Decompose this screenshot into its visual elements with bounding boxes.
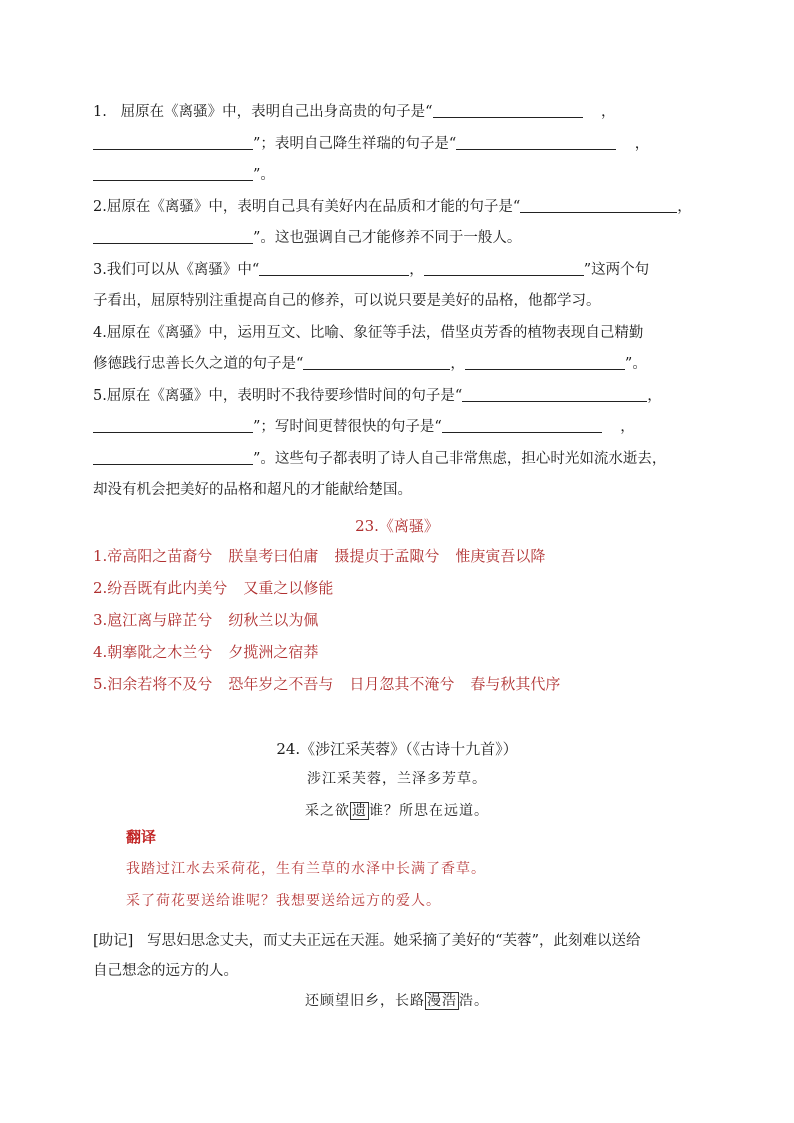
question-5-line-3: ”。这些句子都表明了诗人自己非常焦虑，担心时光如流水逝去， <box>93 447 708 479</box>
poem-line-2: 采之欲 遗 谁？所思在远道。 <box>305 803 489 819</box>
answer-blank[interactable] <box>93 416 253 433</box>
poem-heading: 24.《涉江采芙蓉》（《古诗十九首》） <box>276 740 518 758</box>
answer-blank[interactable] <box>520 196 677 213</box>
question-block <box>93 100 708 510</box>
answer-line-4: 4.朝搴阰之木兰兮 夕揽洲之宿莽 <box>93 643 319 661</box>
question-4-line-1: 4.屈原在《离骚》中，运用互文、比喻、象征等手法，借坚贞芳香的植物表现自己精勤 <box>93 324 644 341</box>
answer-blank[interactable] <box>93 164 253 181</box>
question-5-line-2: ”；写时间更替很快的句子是“ ， <box>93 415 708 447</box>
question-5-line-1: 5.屈原在《离骚》中，表明时不我待要珍惜时间的句子是“ ， <box>93 384 708 416</box>
answer-blank[interactable] <box>465 353 625 370</box>
question-5-line-4: 却没有机会把美好的品格和超凡的才能献给楚国。 <box>93 482 412 498</box>
answer-blank[interactable] <box>424 259 584 276</box>
answer-blank[interactable] <box>442 416 602 433</box>
answer-blank[interactable] <box>462 385 647 402</box>
question-2-line-2: ”。这也强调自己才能修养不同于一般人。 <box>93 226 708 258</box>
question-2-line-1: 2.屈原在《离骚》中，表明自己具有美好内在品质和才能的句子是“ ， <box>93 195 708 227</box>
answer-blank[interactable] <box>303 353 450 370</box>
answer-blank[interactable] <box>433 101 583 118</box>
highlighted-char: 遗 <box>352 803 367 819</box>
question-3-line-2: 子看出，屈原特别注重提高自己的修养，可以说只要是美好的品格，他都学习。 <box>93 293 601 309</box>
answer-line-2: 2.纷吾既有此内美兮 又重之以修能 <box>93 579 334 597</box>
question-1-line-2: ”；表明自己降生祥瑞的句子是“ ， <box>93 132 708 164</box>
answer-line-5: 5.汩余若将不及兮 恐年岁之不吾与 日月忽其不淹兮 春与秋其代序 <box>93 675 561 693</box>
question-4-line-2: 修德践行忠善长久之道的句子是“ ， ”。 <box>93 352 708 384</box>
answer-blank[interactable] <box>456 133 616 150</box>
answer-blank[interactable] <box>93 227 253 244</box>
answer-blank[interactable] <box>93 133 253 150</box>
question-1-line-3: ”。 <box>93 163 708 195</box>
mnemonic-note: [助记] 写思妇思念丈夫，而丈夫正远在天涯。她采摘了美好的“芙蓉”，此刻难以送给 自己想念的远方的人。 <box>93 933 641 979</box>
poem-line-1: 涉江采芙蓉，兰泽多芳草。 <box>307 771 487 787</box>
answer-blank[interactable] <box>259 259 409 276</box>
translation-title: 翻译 <box>126 828 157 846</box>
question-3-line-1: 3.我们可以从《离骚》中“ ， ”这两个句 <box>93 258 708 290</box>
translation-line-1: 我踏过江水去采荷花，生有兰草的水泽中长满了香草。 <box>126 861 486 877</box>
poem-line-3: 还顾望旧乡，长路 漫浩 浩。 <box>305 993 489 1009</box>
answer-line-3: 3.扈江离与辟芷兮 纫秋兰以为佩 <box>93 611 319 629</box>
answer-line-1: 1.帝高阳之苗裔兮 朕皇考曰伯庸 摄提贞于孟陬兮 惟庚寅吾以降 <box>93 547 546 565</box>
translation-line-2: 采了荷花要送给谁呢？我想要送给远方的爱人。 <box>126 893 441 909</box>
answer-heading: 23.《离骚》 <box>355 517 439 535</box>
answer-blank[interactable] <box>93 448 253 465</box>
question-1-line-1: 1. 屈原在《离骚》中，表明自己出身高贵的句子是“ ， <box>93 100 708 132</box>
highlighted-char: 漫浩 <box>427 993 457 1009</box>
